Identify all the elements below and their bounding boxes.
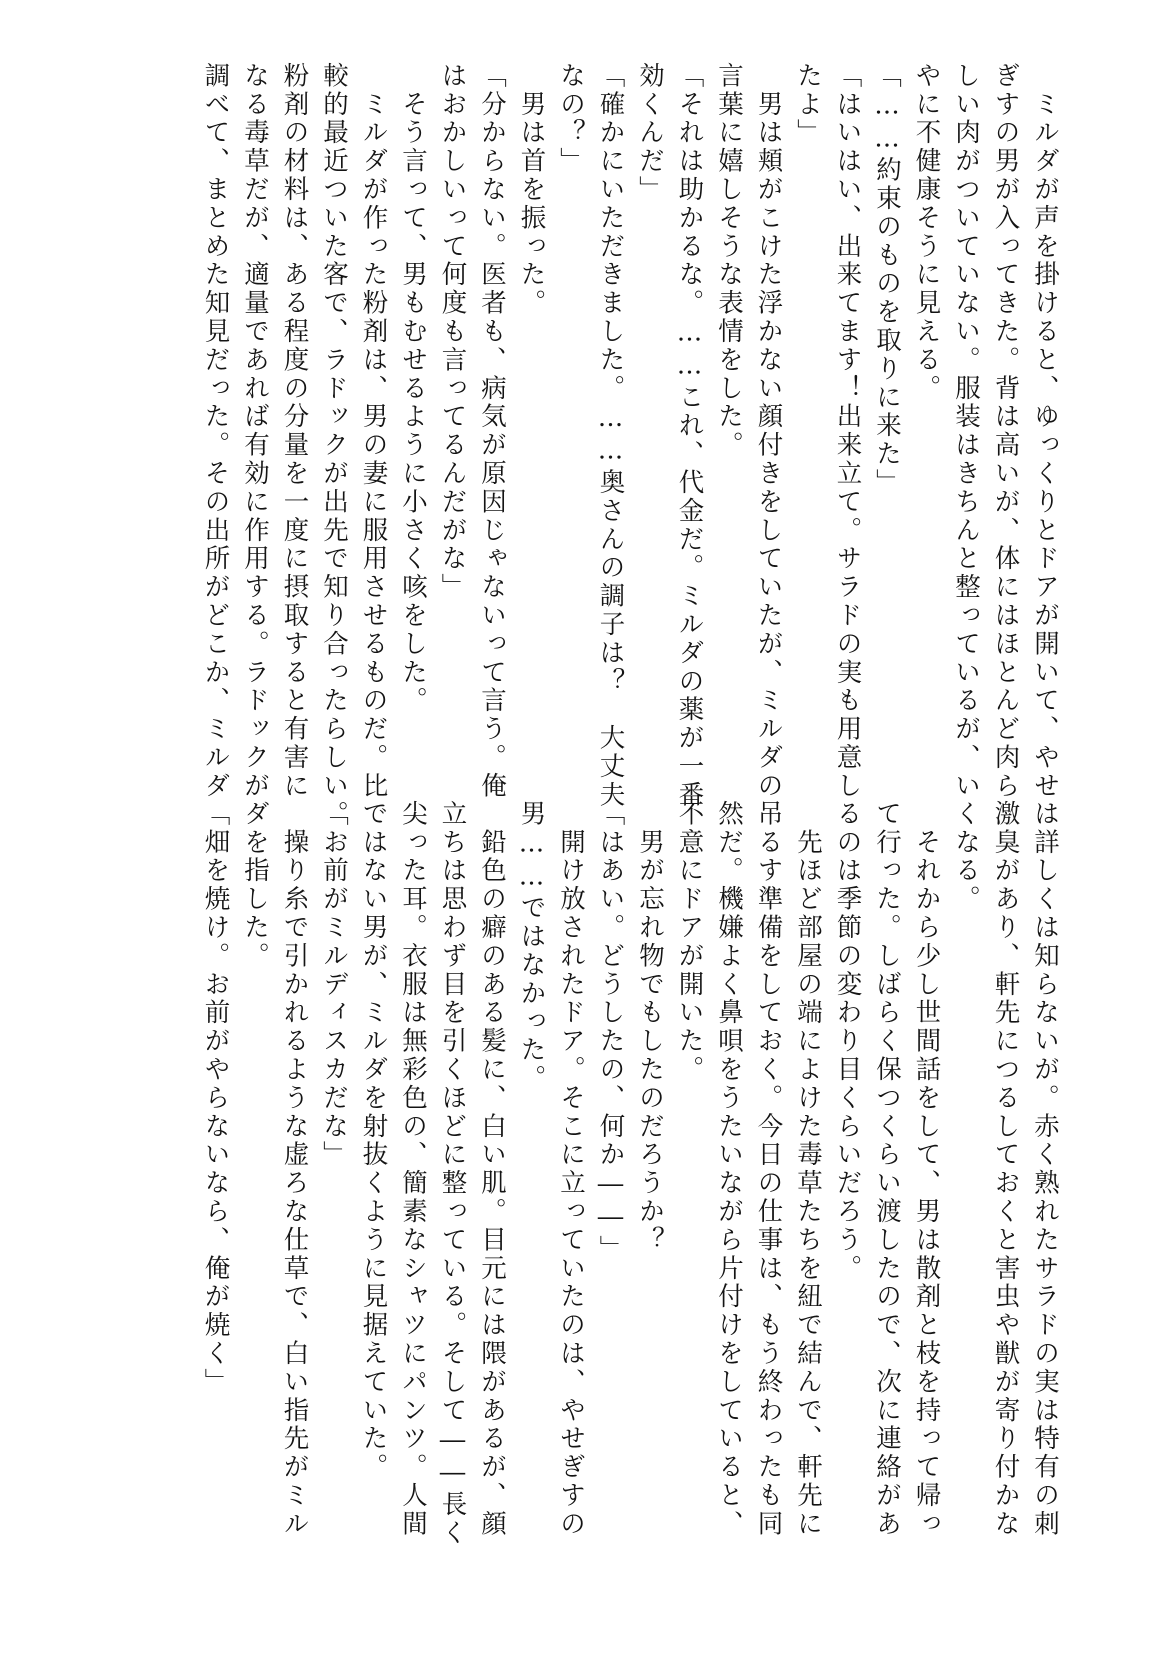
text-column: 先ほど部屋の端によけた毒草たちを紐で結んで、軒先に bbox=[793, 800, 823, 1539]
text-column: 開け放されたドア。そこに立っていたのは、やせぎすの bbox=[556, 800, 586, 1539]
text-column: そう言って、男もむせるように小さく咳をした。 bbox=[398, 62, 428, 716]
text-column: 鉛色の癖のある髪に、白い肌。目元には隈があるが、顔 bbox=[477, 800, 507, 1539]
text-column: 「お前がミルディスカだな」 bbox=[319, 800, 349, 1170]
text-column: 粉剤の材料は、ある程度の分量を一度に摂取すると有害に bbox=[279, 62, 310, 801]
text-column: はおかしいって何度も言ってるんだがな」 bbox=[437, 62, 468, 602]
text-column: 「確かにいただきました。……奥さんの調子は？ 大丈夫 bbox=[595, 62, 626, 810]
text-column: やに不健康そうに見える。 bbox=[911, 62, 942, 403]
text-column: ぎすの男が入ってきた。背は高いが、体にはほとんど肉ら bbox=[990, 62, 1021, 801]
text-column: るのは季節の変わり目くらいだろう。 bbox=[832, 800, 863, 1283]
text-column: 男……ではなかった。 bbox=[516, 800, 547, 1093]
text-column: 「分からない。医者も、病気が原因じゃないって言う。俺 bbox=[477, 62, 507, 801]
text-column: 立ちは思わず目を引くほどに整っている。そして――長く bbox=[437, 800, 468, 1548]
text-column: 不意にドアが開いた。 bbox=[674, 800, 705, 1084]
text-column: 男は首を振った。 bbox=[516, 62, 547, 318]
text-column: 然だ。機嫌よく鼻唄をうたいながら片付けをしていると、 bbox=[714, 800, 744, 1539]
text-column: ミルダが声を掛けると、ゆっくりとドアが開いて、やせ bbox=[1030, 62, 1060, 801]
text-column: たよ」 bbox=[793, 62, 823, 148]
text-column: 調べて、まとめた知見だった。その出所がどこか、ミルダ bbox=[200, 62, 231, 801]
text-column: 「……約束のものを取りに来た」 bbox=[872, 62, 902, 497]
text-column: 「はあい。どうしたの、何か――」 bbox=[595, 800, 626, 1264]
text-column: 操り糸で引かれるような虚ろな仕草で、白い指先がミル bbox=[279, 800, 310, 1539]
text-column: しい肉がついていない。服装はきちんと整っているが、い bbox=[951, 62, 981, 801]
text-column: ではない男が、ミルダを射抜くように見据えていた。 bbox=[358, 800, 389, 1482]
text-column: 言葉に嬉しそうな表情をした。 bbox=[714, 62, 744, 460]
text-column: くなる。 bbox=[951, 800, 981, 914]
text-column: 激臭があり、軒先につるしておくと害虫や獣が寄り付かな bbox=[990, 800, 1021, 1539]
text-column: なの？」 bbox=[556, 62, 586, 176]
text-column: 効くんだ」 bbox=[635, 62, 665, 204]
text-column: は詳しくは知らないが。赤く熟れたサラドの実は特有の刺 bbox=[1030, 800, 1060, 1539]
text-column: ダを指した。 bbox=[240, 800, 270, 971]
text-column: 吊るす準備をしておく。今日の仕事は、もう終わったも同 bbox=[753, 800, 784, 1539]
text-column: 尖った耳。衣服は無彩色の、簡素なシャツにパンツ。人間 bbox=[398, 800, 428, 1539]
text-column: なる毒草だが、適量であれば有効に作用する。ラドックが bbox=[240, 62, 270, 801]
text-column: ミルダが作った粉剤は、男の妻に服用させるものだ。比 bbox=[358, 62, 389, 801]
text-column: それから少し世間話をして、男は散剤と枝を持って帰っ bbox=[911, 800, 942, 1539]
text-column: て行った。しばらく保つくらい渡したので、次に連絡があ bbox=[872, 800, 902, 1539]
text-column: 男は頬がこけた浮かない顔付きをしていたが、ミルダの bbox=[753, 62, 784, 801]
text-column: 「畑を焼け。お前がやらないなら、俺が焼く」 bbox=[200, 800, 231, 1397]
text-column: 男が忘れ物でもしたのだろうか？ bbox=[635, 800, 665, 1255]
text-column: 「それは助かるな。……これ、代金だ。ミルダの薬が一番 bbox=[674, 62, 705, 810]
text-column: 「はいはい、出来てます！出来立て。サラドの実も用意し bbox=[832, 62, 863, 801]
text-column: 較的最近ついた客で、ラドックが出先で知り合ったらしい。 bbox=[319, 62, 349, 829]
